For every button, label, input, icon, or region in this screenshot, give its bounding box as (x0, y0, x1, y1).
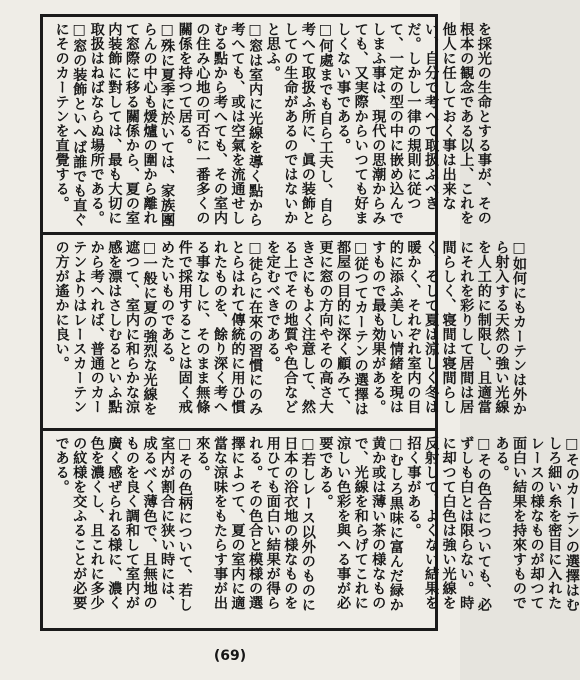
paragraph: □窓は室内に光線を導く點から考へても、或は空氣を流通せしむる點から考へても、その室内の住み心地の可否に一番多くの關係を持つて居る。 (176, 22, 264, 227)
paragraph: □如何にもカーテンは外から射入する天然の強い光線を人工的に制限し、且適當にそれを彩りして居間は居間らしく、寝間は寝間らしく、そして夏は涼しく冬は暖かく、それぞれ室内の目的に添ふ美しい情緒を現はすもので最も効果がある。 (370, 240, 528, 416)
section-divider-2 (40, 428, 438, 431)
paragraph: □その色合についても、必ずしも白とは限らない。時に却つて白色は強い光線を反射して、よくない結果を招く事がある。 (405, 436, 492, 612)
text-section-middle (52, 240, 528, 424)
paragraph: □窓の装飾といへば誰でも直ぐにそのカーテンを直覺する。 (53, 22, 88, 227)
paragraph: □従つてカーテンの選擇は都屋の目的に深く顧みて、更に窓の方向やその高さ大きさにもよく注意して、然る上でその地質や色合などを定むべきである。 (264, 240, 369, 416)
paragraph: □殊に夏季に於いては、家族團らんの中心も煖爐の圍から離れて窓際に移る關係から、夏の室内装飾に對しては、最も大切に取扱はねばならぬ場所である。 (88, 22, 176, 227)
top-rule (40, 14, 438, 17)
text-section-bottom (52, 436, 580, 624)
paragraph: □むしろ黒味に富んだ緑か黄か或は薄い茶の様なもので、光線を和らげてこれに涼しい色彩を與へる事が必要である。 (317, 436, 404, 612)
vertical-text-block (52, 436, 580, 624)
vertical-text-block (52, 22, 492, 228)
paragraph: □そのカーテンの選擇はむしろ細い糸を密目に入れたレースの様なものが却つて面白い結果を持來すものである。 (493, 436, 580, 612)
paragraph: □何處までも自ら工夫し、自ら考へて取扱ふ所に、眞の装飾としての生命があるのではないかと思ふ。 (264, 22, 334, 227)
text-section-top (52, 22, 492, 228)
bottom-rule (40, 628, 438, 631)
page-number: (69) (213, 648, 247, 664)
vertical-text-block (52, 240, 527, 424)
paragraph: を採光の生命とする事が、その根本の観念である以上、これを他人に任しておく事は出来ない、自分で考へて取扱ふべきだ。しかし一律の規則に従つて、一定の型の中に嵌め込んでしまふ事は、現代の思潮からみても、又実際からいつても好ましくない事である。 (335, 22, 492, 225)
paragraph: □一般に夏の強烈な光線を遮つて、室内に和らかな涼感を漂はさしむるといふ點から考へれば、普通のカーテンよりはレースカーテンの方が遙かに良い。 (53, 240, 158, 416)
paragraph: □徒らに在來の習慣にのみとらはれて傳統的に用ひ慣れたものを、餘り深く考へる事なしに、そのまま無條件で採用することは固く戒めたいものである。 (159, 240, 264, 416)
paragraph: □その色柄について、若し室内が割合に狭い時には、成るべく薄色で、且無地のものを良く調和して室内が廣く感ぜられる様に、濃く色を濃くし、且これに多少の紋様を交ふることが必要である。 (53, 436, 193, 612)
paragraph: □若しレース以外のものに日本の浴衣地の様なものを用ひても面白い結果が得られる。その色合と模様の選擇によつて、夏の室内に適當な涼味をもたらす事が出來る。 (194, 436, 316, 612)
section-divider-1 (40, 232, 438, 235)
